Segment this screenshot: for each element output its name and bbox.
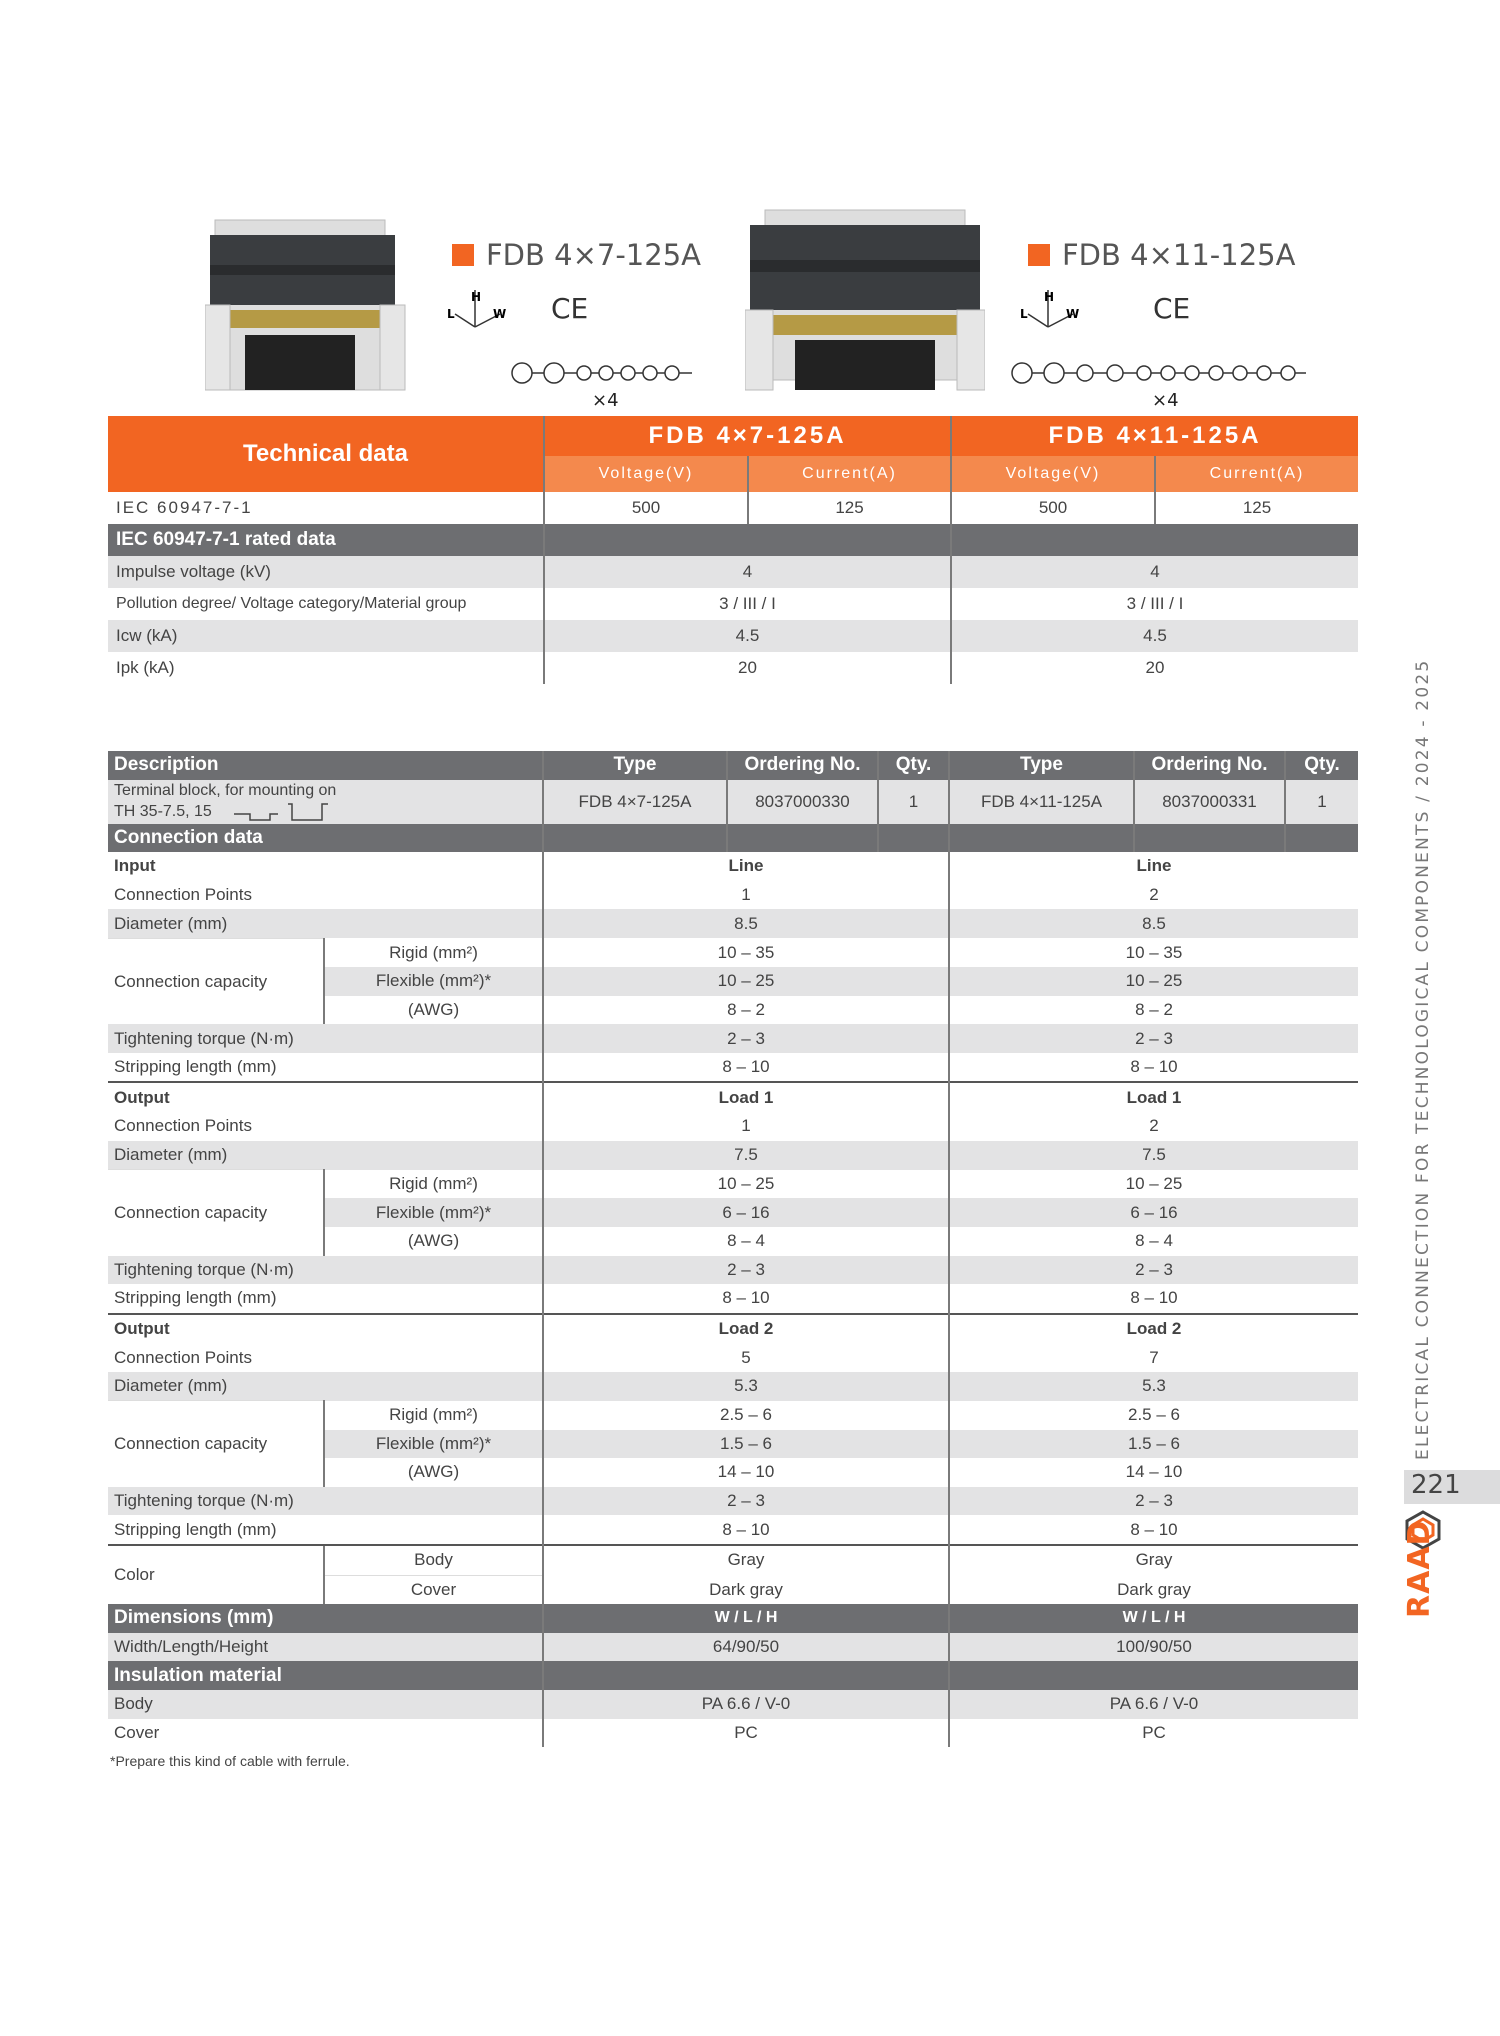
diameter-label: Diameter (mm) bbox=[114, 913, 228, 933]
torque-label: Tightening torque (N·m) bbox=[114, 1259, 294, 1279]
ce-mark-1: CE bbox=[551, 292, 589, 325]
torque-label: Tightening torque (N·m) bbox=[114, 1028, 294, 1048]
color-cover-value: Dark gray bbox=[949, 1575, 1358, 1604]
col-header-qty: Qty. bbox=[878, 751, 949, 780]
product-title-1: FDB 4×7-125A bbox=[452, 238, 701, 272]
sub-header-voltage-2: Voltage(V) bbox=[951, 456, 1155, 492]
strip-value: 8 – 10 bbox=[949, 1284, 1358, 1314]
rigid-label: Rigid (mm²) bbox=[324, 1401, 543, 1430]
diameter-label: Diameter (mm) bbox=[114, 1376, 228, 1396]
sidebar-caption: ELECTRICAL CONNECTION FOR TECHNOLOGICAL COMPONENTS / 2024 - 2025 bbox=[1413, 658, 1433, 1460]
strip-label: Stripping length (mm) bbox=[114, 1519, 277, 1539]
tech-row-value: 4 bbox=[951, 556, 1358, 588]
flexible-value: 6 – 16 bbox=[949, 1198, 1358, 1227]
tech-row-value: 20 bbox=[544, 652, 951, 684]
insulation-body-label: Body bbox=[114, 1694, 153, 1714]
item-value: FDB 4×11-125A bbox=[949, 780, 1134, 824]
section-col-label: Line bbox=[949, 852, 1358, 881]
color-body-label: Body bbox=[324, 1545, 543, 1575]
awg-value: 8 – 2 bbox=[949, 996, 1358, 1025]
torque-value: 2 – 3 bbox=[949, 1256, 1358, 1285]
description-table bbox=[108, 751, 1358, 1747]
item-value: FDB 4×7-125A bbox=[543, 780, 727, 824]
tech-row-label: Ipk (kA) bbox=[116, 658, 175, 677]
diameter-value: 7.5 bbox=[543, 1141, 949, 1170]
col-header-ordering: Ordering No. bbox=[1134, 751, 1285, 780]
orange-square-icon bbox=[1028, 244, 1050, 266]
torque-value: 2 – 3 bbox=[949, 1487, 1358, 1516]
rigid-value: 10 – 25 bbox=[543, 1170, 949, 1199]
item-description-line1: Terminal block, for mounting on bbox=[114, 782, 337, 800]
tech-row-value: 20 bbox=[951, 652, 1358, 684]
axis-w-label: W bbox=[493, 307, 507, 321]
tech-row-label: Pollution degree/ Voltage category/Material group bbox=[116, 595, 467, 612]
insulation-cover-label: Cover bbox=[114, 1722, 160, 1742]
tech-row-label: Icw (kA) bbox=[116, 626, 178, 645]
points-value: 1 bbox=[543, 1112, 949, 1141]
flexible-value: 1.5 – 6 bbox=[949, 1430, 1358, 1459]
points-label: Connection Points bbox=[114, 1116, 252, 1136]
connection-data-heading: Connection data bbox=[114, 826, 263, 848]
strip-label: Stripping length (mm) bbox=[114, 1057, 277, 1077]
iec-value: 500 bbox=[544, 492, 748, 524]
torque-value: 2 – 3 bbox=[949, 1024, 1358, 1053]
axis-h-label: H bbox=[1044, 290, 1055, 304]
color-cover-label: Cover bbox=[324, 1575, 543, 1604]
torque-value: 2 – 3 bbox=[543, 1256, 949, 1285]
strip-label: Stripping length (mm) bbox=[114, 1288, 277, 1308]
points-label: Connection Points bbox=[114, 1347, 252, 1367]
torque-value: 2 – 3 bbox=[543, 1487, 949, 1516]
dimensions-heading: Dimensions (mm) bbox=[114, 1607, 274, 1629]
dimensions-col: W / L / H bbox=[949, 1604, 1358, 1633]
flexible-value: 1.5 – 6 bbox=[543, 1430, 949, 1459]
strip-value: 8 – 10 bbox=[949, 1053, 1358, 1083]
flexible-value: 6 – 16 bbox=[543, 1198, 949, 1227]
sub-header-current-1: Current(A) bbox=[748, 456, 951, 492]
rigid-value: 2.5 – 6 bbox=[949, 1401, 1358, 1430]
tech-row-value: 3 / III / I bbox=[951, 588, 1358, 620]
awg-label: (AWG) bbox=[324, 996, 543, 1025]
connection-capacity-label: Connection capacity bbox=[108, 1170, 324, 1256]
col-header-type: Type bbox=[949, 751, 1134, 780]
axis-h-label: H bbox=[471, 290, 482, 304]
item-value: 1 bbox=[878, 780, 949, 824]
dimensions-col: W / L / H bbox=[543, 1604, 949, 1633]
iec-value: 125 bbox=[1155, 492, 1358, 524]
awg-value: 14 – 10 bbox=[949, 1458, 1358, 1487]
sub-header-current-2: Current(A) bbox=[1155, 456, 1358, 492]
rigid-value: 10 – 35 bbox=[543, 938, 949, 967]
multiplier-2: ×4 bbox=[1152, 390, 1179, 411]
col-header-description: Description bbox=[114, 754, 219, 776]
insulation-cover-value: PC bbox=[949, 1719, 1358, 1748]
axis-l-label: L bbox=[1020, 307, 1028, 321]
color-body-value: Gray bbox=[543, 1545, 949, 1575]
dimensions-value: 100/90/50 bbox=[949, 1633, 1358, 1662]
col-header-qty: Qty. bbox=[1285, 751, 1358, 780]
ce-mark-2: CE bbox=[1153, 292, 1191, 325]
item-value: 1 bbox=[1285, 780, 1358, 824]
technical-data-heading: Technical data bbox=[108, 416, 544, 492]
rigid-label: Rigid (mm²) bbox=[324, 938, 543, 967]
footnote: *Prepare this kind of cable with ferrule. bbox=[110, 1753, 350, 1769]
diameter-value: 8.5 bbox=[543, 909, 949, 938]
din-rail-icon bbox=[232, 800, 332, 822]
diameter-value: 7.5 bbox=[949, 1141, 1358, 1170]
col-header-type: Type bbox=[543, 751, 727, 780]
flexible-value: 10 – 25 bbox=[543, 967, 949, 996]
insulation-heading: Insulation material bbox=[114, 1664, 282, 1686]
rigid-value: 10 – 35 bbox=[949, 938, 1358, 967]
connection-capacity-label: Connection capacity bbox=[108, 938, 324, 1024]
points-value: 5 bbox=[543, 1343, 949, 1372]
awg-label: (AWG) bbox=[324, 1227, 543, 1256]
points-value: 2 bbox=[949, 881, 1358, 910]
axis-w-label: W bbox=[1066, 307, 1080, 321]
flexible-label: Flexible (mm²)* bbox=[324, 967, 543, 996]
section-col-label: Load 2 bbox=[543, 1314, 949, 1344]
item-description bbox=[108, 780, 543, 824]
section-col-label: Line bbox=[543, 852, 949, 881]
orange-square-icon bbox=[452, 244, 474, 266]
axis-l-label: L bbox=[447, 307, 455, 321]
insulation-body-value: PA 6.6 / V-0 bbox=[543, 1690, 949, 1719]
item-value: 8037000331 bbox=[1134, 780, 1285, 824]
torque-value: 2 – 3 bbox=[543, 1024, 949, 1053]
tech-row-value: 4.5 bbox=[951, 620, 1358, 652]
brand-name: RAAD bbox=[1402, 1519, 1437, 1618]
diameter-value: 5.3 bbox=[949, 1372, 1358, 1401]
connection-capacity-label: Connection capacity bbox=[108, 1401, 324, 1487]
section-title: Output bbox=[108, 1082, 543, 1112]
insulation-cover-value: PC bbox=[543, 1719, 949, 1748]
tech-row-value: 4 bbox=[544, 556, 951, 588]
points-value: 1 bbox=[543, 881, 949, 910]
rigid-value: 2.5 – 6 bbox=[543, 1401, 949, 1430]
section-col-label: Load 1 bbox=[949, 1082, 1358, 1112]
axis-hlw-icon bbox=[1018, 282, 1088, 344]
section-title: Input bbox=[114, 856, 156, 876]
awg-value: 8 – 4 bbox=[543, 1227, 949, 1256]
tech-row-value: 3 / III / I bbox=[544, 588, 951, 620]
product-image-fdb-4x11 bbox=[745, 190, 985, 400]
strip-value: 8 – 10 bbox=[543, 1284, 949, 1314]
rigid-value: 10 – 25 bbox=[949, 1170, 1358, 1199]
sub-header-voltage-1: Voltage(V) bbox=[544, 456, 748, 492]
tech-row-label: Impulse voltage (kV) bbox=[116, 562, 271, 581]
technical-data-table bbox=[108, 416, 1358, 684]
product-image-fdb-4x7 bbox=[205, 205, 410, 400]
diameter-label: Diameter (mm) bbox=[114, 1144, 228, 1164]
insulation-body-value: PA 6.6 / V-0 bbox=[949, 1690, 1358, 1719]
strip-value: 8 – 10 bbox=[949, 1515, 1358, 1545]
flexible-value: 10 – 25 bbox=[949, 967, 1358, 996]
multiplier-1: ×4 bbox=[592, 390, 619, 411]
tech-group-2: FDB 4×11-125A bbox=[951, 416, 1358, 456]
connection-points-diagram-2 bbox=[1008, 360, 1313, 386]
color-cover-value: Dark gray bbox=[543, 1575, 949, 1604]
section-title: Output bbox=[108, 1314, 543, 1344]
iec-row-label: IEC 60947-7-1 bbox=[116, 498, 253, 517]
color-label: Color bbox=[108, 1545, 324, 1604]
points-value: 7 bbox=[949, 1343, 1358, 1372]
section-col-label: Load 1 bbox=[543, 1082, 949, 1112]
diameter-value: 5.3 bbox=[543, 1372, 949, 1401]
connection-points-diagram-1 bbox=[508, 360, 698, 386]
awg-value: 8 – 4 bbox=[949, 1227, 1358, 1256]
item-description-line2: TH 35-7.5, 15 bbox=[114, 802, 212, 820]
strip-value: 8 – 10 bbox=[543, 1515, 949, 1545]
rigid-label: Rigid (mm²) bbox=[324, 1170, 543, 1199]
page-number: 221 bbox=[1411, 1470, 1461, 1500]
col-header-ordering: Ordering No. bbox=[727, 751, 878, 780]
strip-value: 8 – 10 bbox=[543, 1053, 949, 1083]
diameter-value: 8.5 bbox=[949, 909, 1358, 938]
dimensions-value: 64/90/50 bbox=[543, 1633, 949, 1662]
iec-value: 125 bbox=[748, 492, 951, 524]
flexible-label: Flexible (mm²)* bbox=[324, 1430, 543, 1459]
awg-label: (AWG) bbox=[324, 1458, 543, 1487]
iec-value: 500 bbox=[951, 492, 1155, 524]
points-value: 2 bbox=[949, 1112, 1358, 1141]
flexible-label: Flexible (mm²)* bbox=[324, 1198, 543, 1227]
axis-hlw-icon bbox=[445, 282, 515, 344]
awg-value: 8 – 2 bbox=[543, 996, 949, 1025]
product-title-2: FDB 4×11-125A bbox=[1028, 238, 1295, 272]
color-body-value: Gray bbox=[949, 1545, 1358, 1575]
item-value: 8037000330 bbox=[727, 780, 878, 824]
tech-group-1: FDB 4×7-125A bbox=[544, 416, 951, 456]
points-label: Connection Points bbox=[114, 885, 252, 905]
item-description-line2-row bbox=[114, 800, 536, 822]
rated-data-heading: IEC 60947-7-1 rated data bbox=[108, 524, 544, 556]
torque-label: Tightening torque (N·m) bbox=[114, 1491, 294, 1511]
section-col-label: Load 2 bbox=[949, 1314, 1358, 1344]
dimensions-label: Width/Length/Height bbox=[114, 1637, 269, 1657]
tech-row-value: 4.5 bbox=[544, 620, 951, 652]
awg-value: 14 – 10 bbox=[543, 1458, 949, 1487]
